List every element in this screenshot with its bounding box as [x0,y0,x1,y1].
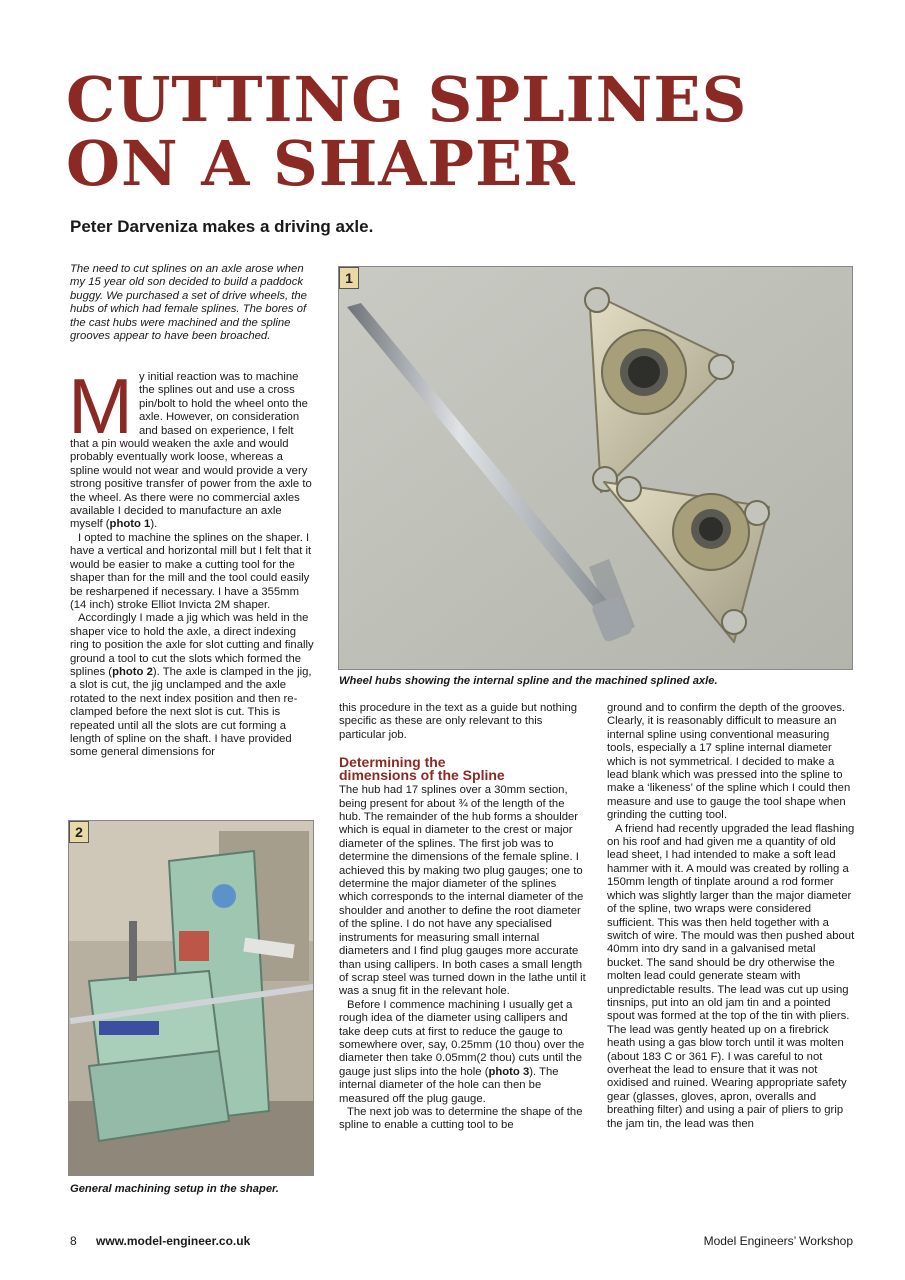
section-heading [339,756,587,782]
intro-paragraph: The need to cut splines on an axle arose when my 15 year old son decided to build a paddock buggy. We purchased a set of drive wheels, the hubs of which had female splines. The bores of the cast hubs were machined and the spline grooves appear to have been broached. [70,263,307,343]
photo-reference: photo 1 [109,518,151,531]
column-3 [607,702,855,1131]
magazine-name: Model Engineers’ Workshop [703,1234,853,1248]
text-run: Accordingly I made a jig which was held in the shaper vice to hold the axle, a direct indexing ring to position the axle for slot cutting and finally ground a tool to cut the slots which formed the splines ( [70,612,314,678]
text-run: ). [150,518,158,531]
section-heading-line-1: Determining the [339,754,446,771]
text-run: Before I commence machining I usually get a rough idea of the diameter using callipers and take deep cuts at first to reduce the gauge to somewhere over, say, 0.25mm (10 thou) over the diameter then take 0.05mm(2 thou) cuts until the gauge just slips into the hole ( [339,998,585,1078]
paragraph: I opted to machine the splines on the shaper. I have a vertical and horizontal mill but I felt that it would be easier to make a cutting tool for the shaper than for the mill and the tool could easily be resharpened if necessary. I have a 355mm (14 inch) stroke Elliot Invicta 2M shaper. [70,531,312,611]
photo-2-image [69,821,314,1176]
text-run: y initial reaction was to machine the splines out and use a cross pin/bolt to hold the wheel onto the axle. However, on consideration and based on experience, I felt that a pin would weaken the axle and would probably eventually work loose, whereas a spline would not wear and would provide a very strong positive transfer of power from the axle to the wheel. As there were no commercial axles available I decided to manufacture an axle myself ( [70,371,312,531]
column-2 [339,702,587,1133]
paragraph: this procedure in the text as a guide but nothing specific as these are only relevant to this particular job. [339,702,578,741]
text-run: ). The internal diameter of the hole can then be measured off the plug gauge. [339,1065,559,1105]
photo-reference: photo 2 [112,665,153,678]
photo-1-image [339,267,853,670]
photo-1-caption: Wheel hubs showing the internal spline and the machined splined axle. [339,675,718,687]
title-line-2: ON A SHAPER [66,127,576,200]
title-line-1: CUTTING SPLINES [66,63,748,136]
paragraph: ground and to confirm the depth of the grooves. Clearly, it is reasonably difficult to measure an internal spline using conventional measuring tools, especially a 17 spline internal diameter which is not symmetrical. I decided to make a lead blank which was pressed into the spline to make a ‘likeness’ of the spline which I could then measure and use to gauge the tool shape when grinding the cutting tool. [607,702,851,822]
website-link[interactable]: www.model-engineer.co.uk [96,1234,251,1248]
byline: Peter Darveniza makes a driving axle. [70,217,374,236]
photo-2-shaper-setup [68,820,314,1176]
photo-number-badge: 1 [339,267,359,289]
drop-cap: M [68,362,133,450]
article-title [66,63,866,200]
paragraph: A friend had recently upgraded the lead flashing on his roof and had given me a quantity of old lead sheet, I had intended to make a soft lead hammer with it. A mould was created by rolling a 150mm length of tinplate around a rod former which was slightly larger than the major diameter of the spline, two wraps were considered sufficient. This was then held together with a switch of wire. The mould was then pushed about 40mm into dry sand in a galvanised metal bucket. The sand should be dry otherwise the molten lead could generate steam with unpredictable results. The lead was cut up using tinsnips, put into an old jam tin and a pointed spout was formed at the top of the tin with pliers. The lead was gently heated up on a firebrick heath using a gas blow torch until it was molten (about 183 C or 361 F). I was careful to not overheat the lead to ensure that it was not oxidised and ruined. Wearing appropriate safety gear (glasses, gloves, apron, overalls and breathing filter) and using a pair of pliers to grip the jam tin, the lead was then [607,822,855,1130]
photo-1-wheel-hubs [338,266,853,670]
page-number: 8 [70,1234,77,1248]
photo-reference: photo 3 [488,1065,530,1078]
paragraph: The hub had 17 splines over a 30mm section, being present for about ¾ of the length of the hub. The remainder of the hub forms a shoulder which is equal in diameter to the crest or major diameter of the splines. The first job was to determine the dimensions of the female spline. I achieved this by making two plug gauges; one to determine the major diameter of the splines which corresponds to the internal diameter of the shoulder and another to define the root diameter of the spline. I do not have any specialised instruments for measuring small internal diameters and I find plug gauges more accurate than using callipers. In both cases a small length of scrap steel was turned down in the lathe until it was a snug fit in the relevant hole. [339,784,586,998]
text-run: ). The axle is clamped in the jig, a slot is cut, the jig unclamped and the axle rotated to the next index position and then re-clamped before the next slot is cut. This is repeated until all the slots are cut forming a length of spline on the shaft. I have provided some general dimensions for [70,665,312,759]
section-heading-line-2: dimensions of the Spline [339,767,505,784]
paragraph [339,999,587,1106]
paragraph [68,362,314,532]
paragraph [70,612,314,759]
column-1 [68,362,314,760]
photo-2-caption: General machining setup in the shaper. [70,1183,279,1195]
paragraph: The next job was to determine the shape of the spline to enable a cutting tool to be [339,1105,583,1132]
photo-number-badge: 2 [69,821,89,843]
